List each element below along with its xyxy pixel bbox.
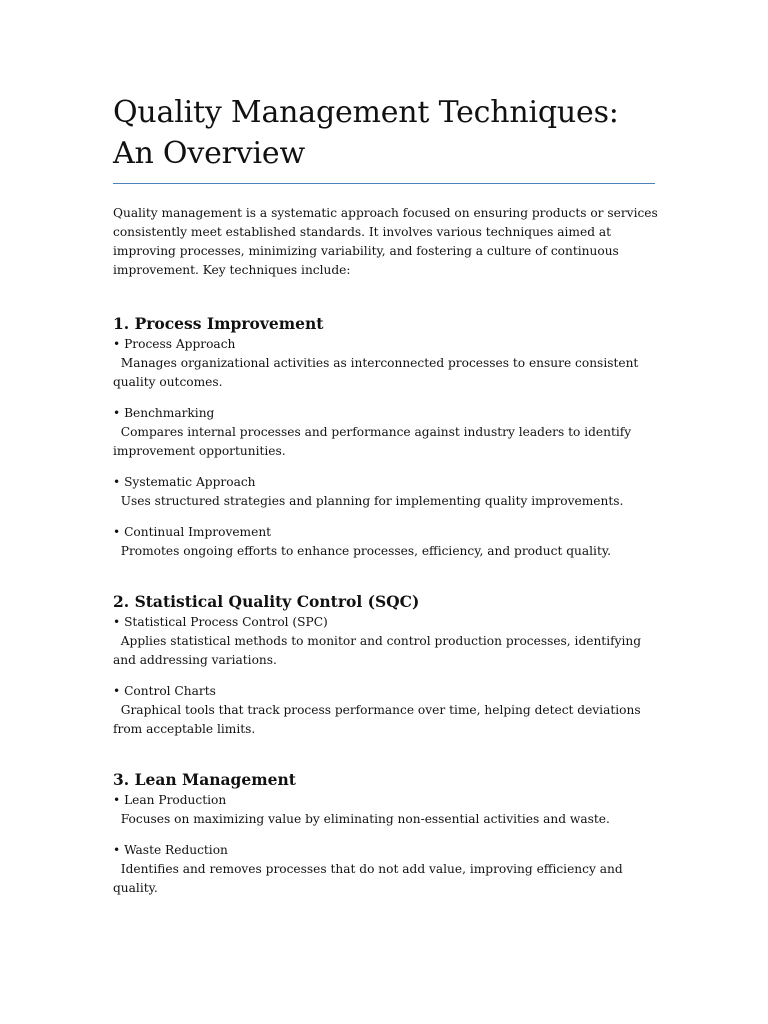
item-description [113, 632, 658, 670]
item-title: Systematic Approach [124, 475, 256, 489]
title-divider [113, 183, 655, 184]
item-description [113, 492, 658, 511]
bullet-icon: • [113, 684, 121, 698]
section-statistical-quality-control [113, 591, 655, 739]
item-title-row [113, 404, 655, 423]
item-title-row [113, 791, 655, 810]
bullet-icon: • [113, 843, 121, 857]
bullet-icon: • [113, 475, 121, 489]
document-title: Quality Management Techniques: An Overview [113, 95, 619, 171]
bullet-icon: • [113, 406, 121, 420]
item-title: Benchmarking [124, 406, 215, 420]
item-title-row [113, 523, 655, 542]
item-description-text: Manages organizational activities as interconnected processes to ensure consistent quality outcomes. [113, 356, 639, 389]
item-description [113, 354, 658, 392]
item-title-row [113, 335, 655, 354]
item-title: Statistical Process Control (SPC) [124, 615, 328, 629]
item-description-text: Applies statistical methods to monitor and control production processes, identifying and addressing variations. [113, 634, 642, 667]
item-title: Lean Production [124, 793, 227, 807]
item-description-text: Uses structured strategies and planning for implementing quality improvements. [120, 494, 624, 508]
item-description-text: Compares internal processes and performance against industry leaders to identify improvement opportunities. [113, 425, 632, 458]
section-process-improvement [113, 313, 655, 561]
list-item [113, 404, 655, 461]
item-description [113, 810, 658, 829]
intro-paragraph: Quality management is a systematic approach focused on ensuring products or services consistently meet established standards. It involves various techniques aimed at improving processes, minimizing variability, and fostering a culture of continuous improvement. Key techniques include: [113, 206, 658, 277]
section-heading: 1. Process Improvement [113, 314, 324, 333]
bullet-icon: • [113, 793, 121, 807]
item-title-row [113, 613, 655, 632]
section-heading: 2. Statistical Quality Control (SQC) [113, 592, 420, 611]
item-title: Process Approach [124, 337, 236, 351]
item-description [113, 542, 658, 561]
item-description [113, 423, 658, 461]
item-description-text: Identifies and removes processes that do not add value, improving efficiency and quality. [113, 862, 623, 895]
bullet-icon: • [113, 337, 121, 351]
bullet-icon: • [113, 615, 121, 629]
section-heading: 3. Lean Management [113, 770, 296, 789]
list-item [113, 613, 655, 670]
item-title-row [113, 682, 655, 701]
list-item [113, 523, 655, 561]
list-item [113, 473, 655, 511]
item-description [113, 701, 658, 739]
item-description [113, 860, 658, 898]
item-title-row [113, 473, 655, 492]
list-item [113, 682, 655, 739]
item-title: Control Charts [124, 684, 216, 698]
item-description-text: Focuses on maximizing value by eliminating non-essential activities and waste. [120, 812, 610, 826]
item-title-row [113, 841, 655, 860]
list-item [113, 841, 655, 898]
item-title: Waste Reduction [124, 843, 228, 857]
list-item [113, 335, 655, 392]
item-title: Continual Improvement [124, 525, 272, 539]
item-description-text: Promotes ongoing efforts to enhance processes, efficiency, and product quality. [120, 544, 611, 558]
section-lean-management [113, 769, 655, 898]
bullet-icon: • [113, 525, 121, 539]
list-item [113, 791, 655, 829]
item-description-text: Graphical tools that track process performance over time, helping detect deviations from acceptable limits. [113, 703, 641, 736]
